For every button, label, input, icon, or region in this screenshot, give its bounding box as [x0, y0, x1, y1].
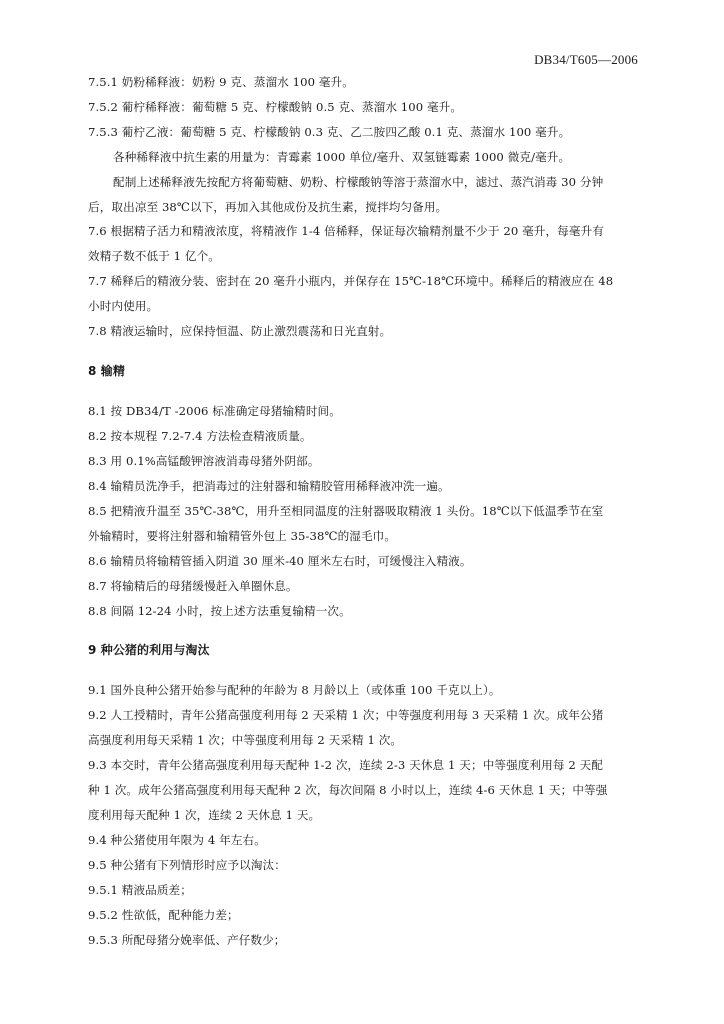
paragraph-9-5-2: 9.5.2 性欲低，配种能力差； [88, 908, 239, 922]
paragraph-9-3-line-3: 度利用每天配种 1 次，连续 2 天休息 1 天。 [88, 808, 321, 822]
paragraph-7-5-2: 7.5.2 葡柠稀释液：葡萄糖 5 克、柠檬酸钠 0.5 克、蒸溜水 100 毫升。 [88, 100, 463, 114]
section-heading-9: 9 种公猪的利用与淘汰 [88, 643, 210, 657]
paragraph-8-7: 8.7 将输精后的母猪缓慢赶入单圈休息。 [88, 579, 298, 593]
paragraph-7-6-line-1: 7.6 根据精子活力和精液浓度，将精液作 1-4 倍稀释，保证每次输精剂量不少于 20 毫升，每毫升有 [88, 224, 604, 238]
paragraph-antibiotic-dosage: 各种稀释液中抗生素的用量为：青霉素 1000 单位/毫升、双氢链霉素 1000 微克/毫升。 [113, 150, 571, 164]
paragraph-9-5-3: 9.5.3 所配母猪分娩率低、产仔数少； [88, 933, 286, 947]
paragraph-9-1: 9.1 国外良种公猪开始参与配种的年龄为 8 月龄以上（或体重 100 千克以上）。 [88, 683, 501, 697]
paragraph-9-5: 9.5 种公猪有下列情形时应予以淘汰： [88, 858, 286, 872]
paragraph-7-5-3: 7.5.3 葡柠乙液：葡萄糖 5 克、柠檬酸钠 0.3 克、乙二胺四乙酸 0.1 克、蒸溜水 100 毫升。 [88, 125, 571, 139]
paragraph-7-5-1: 7.5.1 奶粉稀释液：奶粉 9 克、蒸溜水 100 毫升。 [88, 75, 354, 89]
paragraph-9-2-line-2: 高强度利用每天采精 1 次；中等强度利用每 2 天采精 1 次。 [88, 733, 403, 747]
paragraph-8-5-line-1: 8.5 把精液升温至 35℃-38℃，用升至相同温度的注射器吸取精液 1 头份。18℃以下低温季节在室 [88, 504, 604, 518]
paragraph-preparation-line-1: 配制上述稀释液先按配方将葡萄糖、奶粉、柠檬酸钠等溶于蒸溜水中，滤过、蒸汽消毒 30 分钟 [113, 175, 604, 189]
paragraph-9-2-line-1: 9.2 人工授精时，青年公猪高强度利用每 2 天采精 1 次；中等强度利用每 3 天采精 1 次。成年公猪 [88, 708, 604, 722]
paragraph-9-3-line-1: 9.3 本交时，青年公猪高强度利用每天配种 1-2 次，连续 2-3 天休息 1 天；中等强度利用每 2 天配 [88, 758, 603, 772]
paragraph-7-6-line-2: 效精子数不低于 1 亿个。 [88, 249, 220, 263]
paragraph-8-6: 8.6 输精员将输精管插入阴道 30 厘米-40 厘米左右时，可缓慢注入精液。 [88, 554, 472, 568]
paragraph-8-5-line-2: 外输精时，要将注射器和输精管外包上 35-38℃的湿毛巾。 [88, 529, 397, 543]
paragraph-8-8: 8.8 间隔 12-24 小时，按上述方法重复输精一次。 [88, 604, 351, 618]
paragraph-8-2: 8.2 按本规程 7.2-7.4 方法检查精液质量。 [88, 429, 312, 443]
paragraph-8-1: 8.1 按 DB34/T -2006 标准确定母猪输精时间。 [88, 404, 341, 418]
document-number: DB34/T605—2006 [534, 52, 638, 67]
paragraph-7-7-line-1: 7.7 稀释后的精液分装、密封在 20 毫升小瓶内，并保存在 15℃-18℃环境中。稀释后的精液应在 48 [88, 274, 614, 288]
paragraph-9-5-1: 9.5.1 精液品质差； [88, 883, 192, 897]
paragraph-9-4: 9.4 种公猪使用年限为 4 年左右。 [88, 833, 266, 847]
paragraph-7-8: 7.8 精液运输时，应保持恒温、防止激烈震荡和日光直射。 [88, 324, 392, 338]
paragraph-7-7-line-2: 小时内使用。 [88, 299, 159, 313]
section-heading-8: 8 输精 [88, 364, 125, 378]
paragraph-8-4: 8.4 输精员洗净手，把消毒过的注射器和输精胶管用稀释液冲洗一遍。 [88, 479, 450, 493]
paragraph-8-3: 8.3 用 0.1%高锰酸钾溶液消毒母猪外阴部。 [88, 454, 320, 468]
paragraph-9-3-line-2: 种 1 次。成年公猪高强度利用每天配种 2 次，每次间隔 8 小时以上，连续 4-6 天休息 1 天；中等强 [88, 783, 608, 797]
paragraph-preparation-line-2: 后，取出凉至 38℃以下，再加入其他成份及抗生素，搅拌均匀备用。 [88, 200, 448, 214]
